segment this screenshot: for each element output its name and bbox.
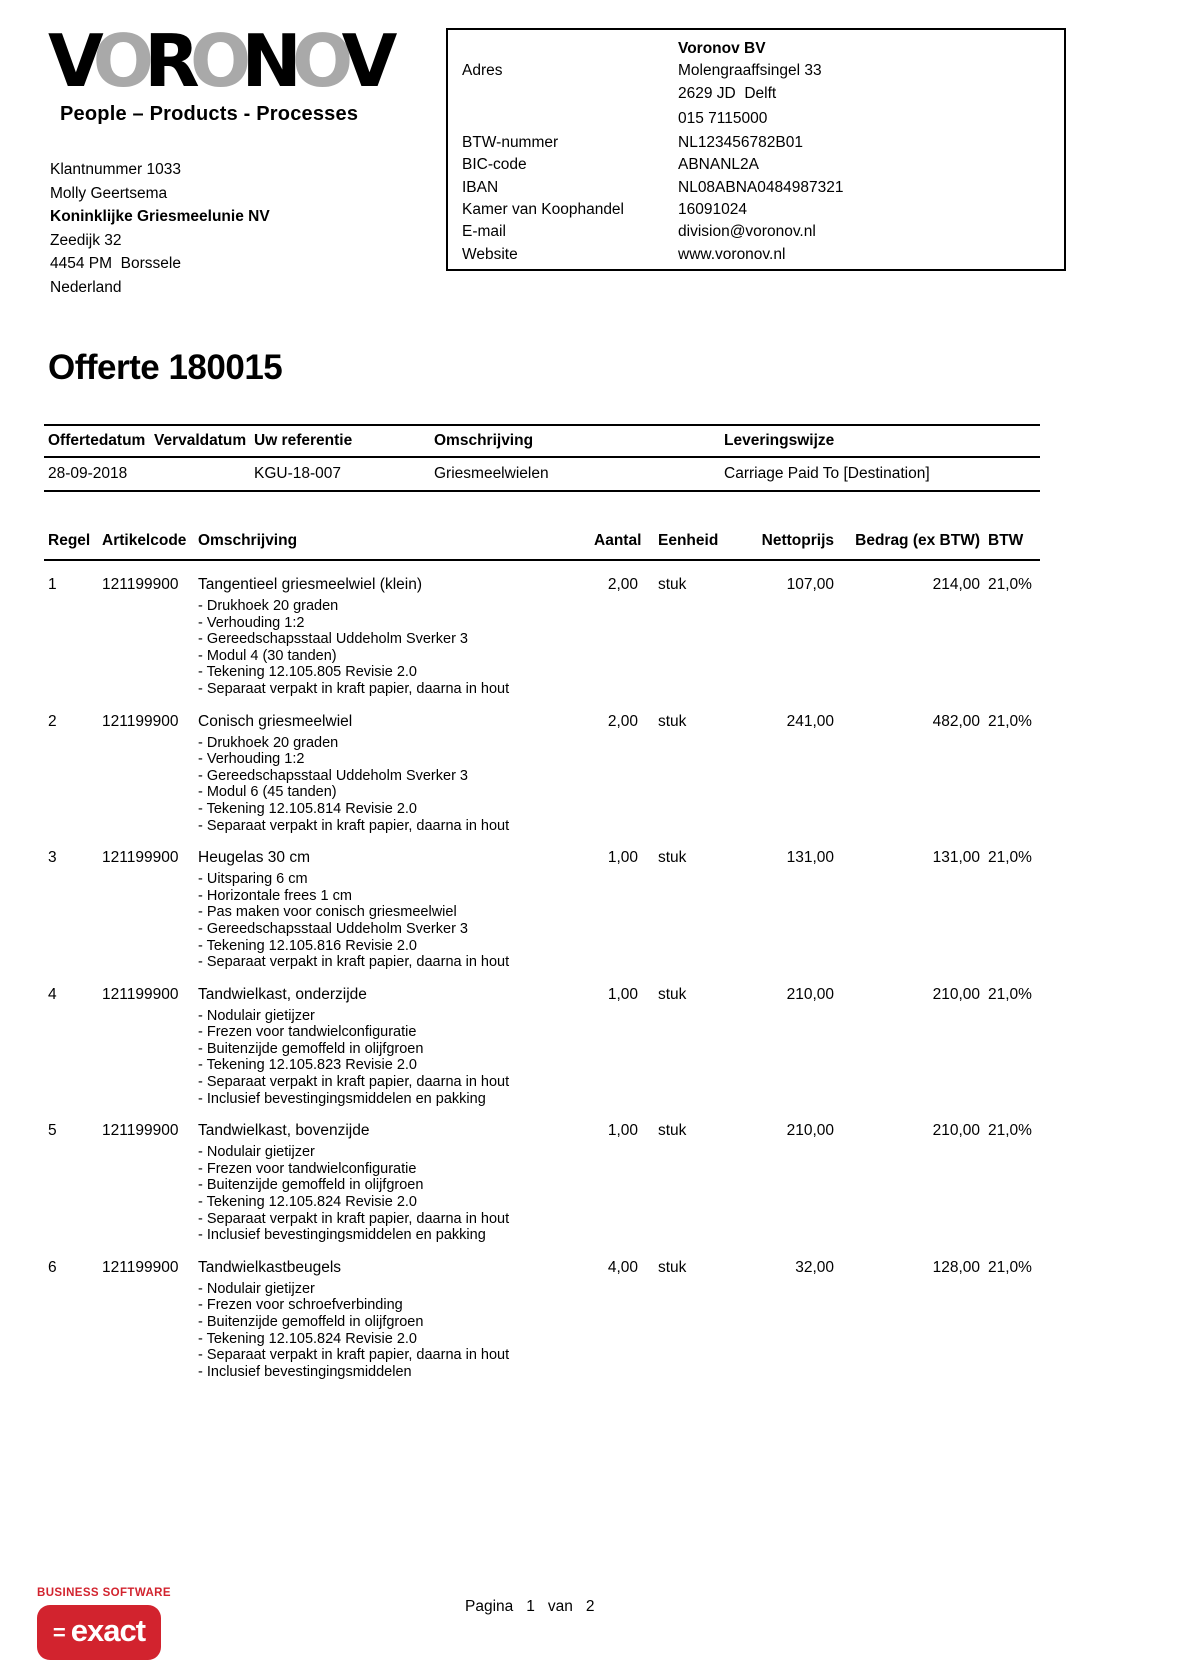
supplier-info-label [462, 108, 678, 130]
item-detail-line: - Gereedschapsstaal Uddeholm Sverker 3 [198, 767, 468, 784]
item-detail-line: - Nodulair gietijzer [198, 1007, 315, 1024]
item-detail-line: - Verhouding 1:2 [198, 614, 305, 631]
customer-address-line: Klantnummer 1033 [50, 161, 181, 178]
customer-address-line: Molly Geertsema [50, 184, 168, 202]
supplier-info-row [462, 38, 1050, 60]
item-detail-line: - Nodulair gietijzer [198, 1280, 315, 1297]
supplier-info-value: 16091024 [678, 201, 747, 219]
page-indicator [465, 1598, 608, 1616]
item-detail-lines [198, 1144, 1036, 1244]
item-detail-line: - Verhouding 1:2 [198, 751, 305, 768]
meta-value-cell: Griesmeelwielen [434, 465, 549, 482]
item-article-code: 121199900 [102, 849, 179, 867]
page-indicator-current: 1 [526, 1598, 535, 1615]
item-detail-lines [198, 871, 1036, 971]
supplier-info-label [462, 38, 678, 60]
supplier-info-row [462, 60, 1050, 82]
item-net-price: 131,00 [786, 849, 834, 867]
item-detail-line: - Gereedschapsstaal Uddeholm Sverker 3 [198, 920, 468, 937]
supplier-info-row [462, 199, 1050, 221]
item-unit: stuk [658, 1258, 687, 1276]
item-vat-rate: 21,0% [988, 712, 1032, 730]
quote-meta-table [44, 424, 1040, 492]
company-logo [48, 19, 388, 126]
supplier-info-label: BIC-code [462, 156, 527, 174]
item-article-code: 121199900 [102, 712, 179, 730]
page-indicator-label: Pagina [465, 1598, 514, 1615]
logo-letter: O [92, 19, 145, 103]
item-detail-line: - Inclusief bevestingingsmiddelen en pakking [198, 1227, 486, 1244]
item-net-price: 210,00 [786, 1122, 834, 1140]
document-title: Offerte 180015 [48, 348, 283, 387]
customer-address-line: 4454 PM Borssele [50, 255, 181, 272]
items-column-header: BTW [984, 528, 1040, 560]
supplier-info-value: Molengraaffsingel 33 [678, 62, 822, 80]
logo-letter: N [241, 19, 293, 103]
meta-column-header: Vervaldatum [154, 432, 247, 449]
item-detail-line: - Frezen voor tandwielconfiguratie [198, 1024, 417, 1041]
item-detail-line: - Frezen voor schroefverbinding [198, 1297, 403, 1314]
logo-letter: V [341, 19, 388, 103]
item-detail-line: - Uitsparing 6 cm [198, 871, 308, 888]
item-article-code: 121199900 [102, 1122, 179, 1140]
customer-address-line: Nederland [50, 278, 122, 296]
item-detail-line: - Buitenzijde gemoffeld in olijfgroen [198, 1314, 424, 1330]
supplier-info-value: Voronov BV [678, 40, 766, 57]
item-description: Heugelas 30 cm [198, 849, 311, 867]
item-detail-lines [198, 598, 1036, 698]
item-net-price: 210,00 [786, 985, 834, 1003]
customer-address-line: Zeedijk 32 [50, 231, 122, 249]
item-quantity: 1,00 [607, 1122, 638, 1140]
item-quantity: 2,00 [607, 712, 638, 730]
item-detail-line: - Tekening 12.105.823 Revisie 2.0 [198, 1057, 417, 1074]
items-column-header: Artikelcode [98, 528, 194, 560]
item-detail-line: - Separaat verpakt in kraft papier, daarna in hout [198, 1347, 510, 1364]
item-description: Tandwielkast, bovenzijde [198, 1122, 370, 1140]
item-detail-line: - Tekening 12.105.814 Revisie 2.0 [198, 800, 417, 817]
item-amount-ex-vat: 482,00 [932, 712, 980, 730]
items-column-header: Omschrijving [194, 528, 590, 560]
items-column-header: Eenheid [642, 528, 718, 560]
page-indicator-total: 2 [585, 1598, 595, 1615]
supplier-info-row [462, 108, 1050, 130]
item-row [44, 560, 1040, 595]
supplier-info-row [462, 221, 1050, 243]
item-details-row [44, 1278, 1040, 1381]
item-description: Tandwielkastbeugels [198, 1258, 342, 1276]
meta-value-cell: KGU-18-007 [254, 465, 342, 482]
item-description: Conisch griesmeelwiel [198, 712, 353, 730]
item-detail-line: - Inclusief bevestingingsmiddelen en pakking [198, 1090, 486, 1107]
item-detail-line: - Tekening 12.105.824 Revisie 2.0 [198, 1330, 417, 1347]
meta-column-header: Leveringswijze [724, 432, 835, 449]
item-article-code: 121199900 [102, 1258, 179, 1276]
meta-column-header: Omschrijving [434, 432, 534, 449]
meta-column-header: Offertedatum [48, 432, 146, 449]
item-detail-line: - Tekening 12.105.824 Revisie 2.0 [198, 1194, 417, 1211]
item-detail-line: - Modul 4 (30 tanden) [198, 647, 337, 664]
item-line-number: 1 [48, 576, 57, 593]
exact-business-software-label: BUSINESS SOFTWARE [37, 1587, 171, 1599]
supplier-info-value: 2629 JD Delft [678, 84, 777, 102]
item-detail-line: - Drukhoek 20 graden [198, 734, 339, 751]
customer-address-block [50, 158, 270, 299]
item-detail-line: - Buitenzijde gemoffeld in olijfgroen [198, 1040, 424, 1057]
item-detail-line: - Tekening 12.105.816 Revisie 2.0 [198, 937, 417, 954]
item-quantity: 1,00 [607, 849, 638, 867]
customer-address-line: Koninklijke Griesmeelunie NV [50, 208, 270, 225]
logo-letter: V [48, 19, 93, 103]
supplier-info-label: Adres [462, 62, 503, 80]
item-details-row [44, 868, 1040, 971]
item-line-number: 5 [48, 1122, 57, 1140]
item-net-price: 107,00 [786, 576, 834, 593]
item-detail-lines [198, 735, 1036, 835]
item-net-price: 32,00 [795, 1258, 834, 1276]
item-detail-line: - Nodulair gietijzer [198, 1144, 315, 1161]
item-row [44, 834, 1040, 868]
items-column-header: Bedrag (ex BTW) [838, 528, 984, 560]
item-line-number: 6 [48, 1258, 57, 1276]
item-detail-line: - Tekening 12.105.805 Revisie 2.0 [198, 664, 417, 681]
item-vat-rate: 21,0% [988, 1122, 1032, 1140]
supplier-info-value: NL08ABNA0484987321 [678, 178, 844, 196]
item-row [44, 971, 1040, 1005]
item-amount-ex-vat: 128,00 [932, 1258, 980, 1276]
supplier-info-label: E-mail [462, 223, 506, 241]
supplier-info-label [462, 83, 678, 105]
item-quantity: 4,00 [607, 1258, 638, 1276]
item-details-row [44, 1005, 1040, 1108]
item-line-number: 4 [48, 985, 57, 1003]
item-detail-line: - Pas maken voor conisch griesmeelwiel [198, 904, 457, 921]
item-detail-line: - Gereedschapsstaal Uddeholm Sverker 3 [198, 631, 468, 648]
item-article-code: 121199900 [102, 576, 179, 593]
item-detail-line: - Frezen voor tandwielconfiguratie [198, 1160, 417, 1177]
supplier-info-label: Website [462, 245, 518, 263]
line-items-table [44, 528, 1040, 1380]
items-column-header: Regel [44, 528, 98, 560]
item-detail-line: - Buitenzijde gemoffeld in olijfgroen [198, 1177, 424, 1194]
item-details-row [44, 732, 1040, 835]
item-amount-ex-vat: 210,00 [932, 985, 980, 1003]
meta-column-header: Uw referentie [254, 432, 353, 449]
logo-letter: O [189, 19, 242, 103]
item-amount-ex-vat: 131,00 [932, 849, 980, 867]
item-unit: stuk [658, 576, 687, 593]
item-line-number: 3 [48, 849, 57, 867]
item-row [44, 1244, 1040, 1278]
logo-wordmark [48, 19, 388, 103]
item-unit: stuk [658, 985, 687, 1003]
supplier-info-box [446, 28, 1066, 271]
item-detail-line: - Inclusief bevestingingsmiddelen [198, 1363, 412, 1380]
item-detail-line: - Drukhoek 20 graden [198, 598, 339, 614]
logo-letter: R [144, 19, 190, 103]
item-detail-line: - Separaat verpakt in kraft papier, daarna in hout [198, 1074, 510, 1091]
exact-logo-equals-icon: = [52, 1619, 66, 1645]
item-detail-lines [198, 1008, 1036, 1108]
item-description: Tangentieel griesmeelwiel (klein) [198, 576, 422, 593]
logo-tagline: People – Products - Processes [60, 103, 359, 126]
item-vat-rate: 21,0% [988, 985, 1032, 1003]
item-row [44, 1107, 1040, 1141]
items-column-header: Aantal [590, 528, 642, 560]
item-quantity: 1,00 [607, 985, 638, 1003]
item-description: Tandwielkast, onderzijde [198, 985, 367, 1003]
supplier-info-value: www.voronov.nl [678, 245, 786, 263]
items-column-header: Nettoprijs [718, 528, 838, 560]
supplier-info-row [462, 177, 1050, 199]
supplier-info-row [462, 244, 1050, 266]
meta-value-cell: Carriage Paid To [Destination] [724, 465, 930, 482]
item-vat-rate: 21,0% [988, 1258, 1032, 1276]
item-net-price: 241,00 [786, 712, 834, 730]
item-detail-line: - Modul 6 (45 tanden) [198, 784, 337, 801]
supplier-info-value: ABNANL2A [678, 156, 759, 174]
item-quantity: 2,00 [607, 576, 638, 593]
item-detail-line: - Separaat verpakt in kraft papier, daarna in hout [198, 1210, 510, 1227]
item-vat-rate: 21,0% [988, 576, 1032, 593]
supplier-info-row [462, 132, 1050, 154]
meta-value-cell [150, 457, 250, 491]
meta-value-cell: 28-09-2018 [48, 465, 128, 482]
item-amount-ex-vat: 214,00 [932, 576, 980, 593]
item-row [44, 698, 1040, 732]
item-unit: stuk [658, 1122, 687, 1140]
item-line-number: 2 [48, 712, 57, 730]
item-amount-ex-vat: 210,00 [932, 1122, 980, 1140]
item-unit: stuk [658, 712, 687, 730]
item-details-row [44, 595, 1040, 698]
supplier-info-value: 015 7115000 [678, 109, 768, 127]
supplier-info-value: division@voronov.nl [678, 223, 816, 241]
logo-letter: O [292, 19, 342, 103]
supplier-info-value: NL123456782B01 [678, 134, 803, 152]
exact-logo-name: exact [70, 1612, 146, 1648]
item-detail-line: - Separaat verpakt in kraft papier, daarna in hout [198, 680, 510, 697]
page-indicator-of: van [547, 1598, 573, 1615]
supplier-info-row [462, 83, 1050, 105]
item-unit: stuk [658, 849, 687, 867]
item-details-row [44, 1141, 1040, 1244]
supplier-info-label: BTW-nummer [462, 134, 559, 152]
item-detail-line: - Separaat verpakt in kraft papier, daarna in hout [198, 954, 510, 971]
supplier-info-row [462, 154, 1050, 176]
supplier-info-label: IBAN [462, 178, 499, 196]
item-article-code: 121199900 [102, 985, 179, 1003]
item-vat-rate: 21,0% [988, 849, 1032, 867]
item-detail-line: - Horizontale frees 1 cm [198, 887, 352, 904]
item-detail-line: - Separaat verpakt in kraft papier, daarna in hout [198, 817, 510, 834]
exact-logo [37, 1605, 161, 1660]
supplier-info-label: Kamer van Koophandel [462, 201, 625, 219]
item-detail-lines [198, 1281, 1036, 1381]
